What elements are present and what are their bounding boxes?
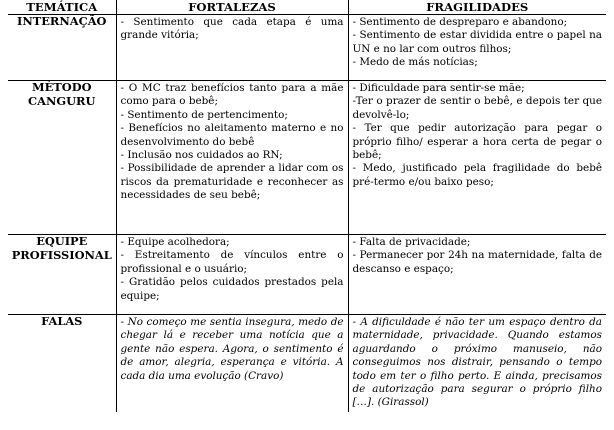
fragilidade-item: - Sentimento de estar dividida entre o papel na UN e no lar com outros filhos; [352,29,602,55]
fragilidade-item: - Falta de privacidade; [352,236,471,248]
fragilidade-item: - Dificuldade para sentir-se mãe; [352,82,525,94]
fragilidade-item: - Sentimento de despreparo e abandono; [352,16,568,28]
header-row [8,0,606,15]
theme-cell [8,315,116,412]
fortalezas-cell [116,235,348,315]
fortaleza-item: - Inclusão nos cuidados ao RN; [120,149,283,162]
fragilidades-cell [348,81,606,235]
theme-label: FALAS [41,314,83,328]
fragilidade-item: - Permanecer por 24h na maternidade, falta de descanso e espaço; [352,249,602,275]
fragilidades-cell [348,15,606,81]
fragilidades-cell [348,315,606,412]
fortaleza-item: - O MC traz benefícios tanto para a mãe como para o bebê; [120,82,344,108]
fortaleza-item: - Benefícios no aleitamento materno e no desenvolvimento do bebê [120,122,344,148]
table-row [8,15,606,81]
fortaleza-quote: - No começo me sentia insegura, medo de chegar lá e receber uma notícia que a gente não espera. Agora, o sentimento é de amor, alegria, esperança e vitória. A cada dia uma evolução (Cravo) [120,316,344,382]
theme-cell [8,81,116,235]
theme-label: EQUIPE [36,234,88,248]
thematic-table [8,0,606,412]
fragilidade-item: - Medo de más notícias; [352,56,478,69]
header-tematica: TEMÁTICA [8,0,116,15]
theme-label: CANGURU [28,93,96,108]
table-row [8,315,606,412]
fortaleza-item: - Sentimento que cada etapa é uma grande vitória; [120,16,344,42]
fortaleza-item: - Equipe acolhedora; [120,236,230,248]
fortalezas-cell [116,315,348,412]
fragilidade-item: - Ter que pedir autorização para pegar o próprio filho/ esperar a hora certa de pegar o bebê; [352,122,602,162]
fortaleza-item: - Gratidão pelos cuidados prestados pela equipe; [120,276,344,302]
header-fortalezas: FORTALEZAS [116,0,348,15]
table-row [8,81,606,235]
theme-label: PROFISSIONAL [11,247,112,262]
fortaleza-item: - Estreitamento de vínculos entre o profissional e o usuário; [120,249,344,275]
fortalezas-cell [116,81,348,235]
fragilidade-item: -Ter o prazer de sentir o bebê, e depois ter que devolvê-lo; [352,95,602,121]
fragilidade-quote: - A dificuldade é não ter um espaço dentro da maternidade, privacidade. Quando estamos aguardando o próximo manuseio, não conseguimos nos distrair, pensando o tempo todo em ter o filho perto. E ainda, precisamos de autorização para segurar o próprio filho […]. (Girassol) [352,316,602,409]
header-fragilidades: FRAGILIDADES [348,0,606,15]
fortalezas-cell [116,15,348,81]
fortaleza-item: - Possibilidade de aprender a lidar com os riscos da prematuridade e reconhecer as necessidades de seu bebê; [120,162,344,202]
theme-cell [8,235,116,315]
table-row [8,235,606,315]
theme-label: INTERNAÇÃO [17,14,107,28]
fortaleza-item: - Sentimento de pertencimento; [120,108,288,121]
theme-label: MÉTODO [32,80,92,94]
theme-cell [8,15,116,81]
fragilidade-item: - Medo, justificado pela fragilidade do bebê pré-termo e/ou baixo peso; [352,162,602,188]
fragilidades-cell [348,235,606,315]
